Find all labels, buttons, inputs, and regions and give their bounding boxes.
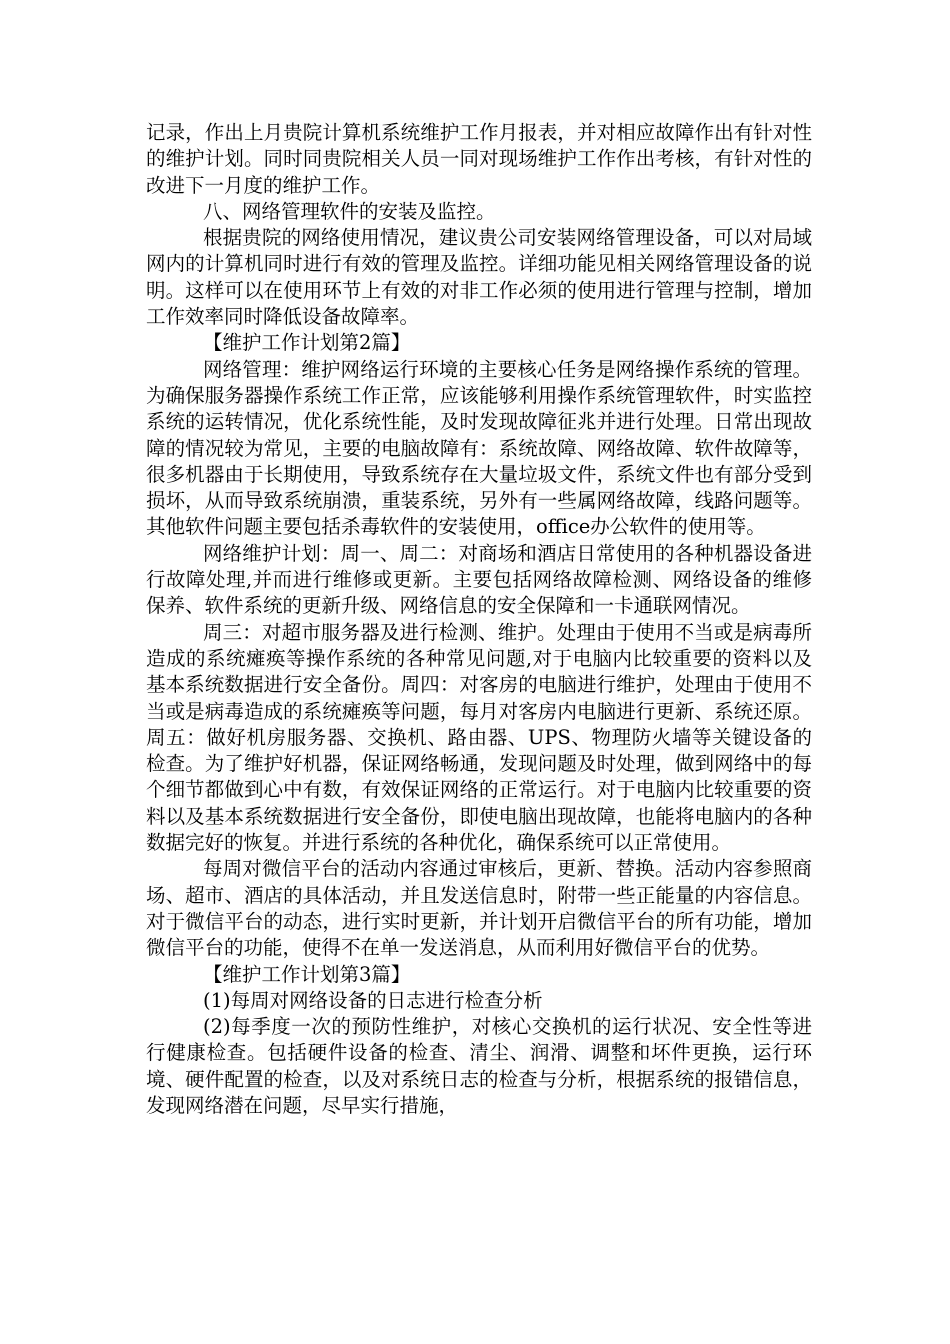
paragraph-wechat-platform: 每周对微信平台的活动内容通过审核后，更新、替换。活动内容参照商场、超市、酒店的具体活动，并且发送信息时，附带一些正能量的内容信息。对于微信平台的动态，进行实时更新，并计划开启微信平台的所有功能，增加微信平台的功能，使得不在单一发送消息，从而利用好微信平台的优势。 bbox=[146, 857, 812, 960]
list-item-weekly-log-check: (1)每周对网络设备的日志进行检查分析 bbox=[203, 988, 543, 1012]
paragraph-network-maintenance-plan: 网络维护计划：周一、周二：对商场和酒店日常使用的各种机器设备进行故障处理,并而进行维修或更新。主要包括网络故障检测、网络设备的维修保养、软件系统的更新升级、网络信息的安全保障和一卡通联网情况。 bbox=[146, 541, 812, 618]
section-heading-network-management-software: 八、网络管理软件的安装及监控。 bbox=[203, 199, 496, 223]
paragraph-network-management: 网络管理：维护网络运行环境的主要核心任务是网络操作系统的管理。为确保服务器操作系统工作正常，应该能够利用操作系统管理软件，时实监控系统的运转情况，优化系统性能，及时发现故障征兆并进行处理。日常出现故障的情况较为常见，主要的电脑故障有：系统故障、网络故障、软件故障等，很多机器由于长期使用，导致系统存在大量垃圾文件，系统文件也有部分受到损坏，从而导致系统崩溃，重装系统，另外有一些属网络故障，线路问题等。其他软件问题主要包括杀毒软件的安装使用，office办公软件的使用等。 bbox=[146, 357, 812, 539]
document-page bbox=[146, 120, 812, 1119]
paragraph-network-management-recommendation: 根据贵院的网络使用情况，建议贵公司安装网络管理设备，可以对局域网内的计算机同时进行有效的管理及监控。详细功能见相关网络管理设备的说明。这样可以在使用环节上有效的对非工作必须的使用进行管理与控制，增加工作效率同时降低设备故障率。 bbox=[146, 226, 812, 329]
paragraph-continuation: 记录，作出上月贵院计算机系统维护工作月报表，并对相应故障作出有针对性的维护计划。同时同贵院相关人员一同对现场维护工作作出考核，有针对性的改进下一月度的维护工作。 bbox=[146, 121, 812, 197]
paragraph-wednesday-to-friday: 周三：对超市服务器及进行检测、维护。处理由于使用不当或是病毒所造成的系统瘫痪等操作系统的各种常见问题,对于电脑内比较重要的资料以及基本系统数据进行安全备份。周四：对客房的电脑进行维护，处理由于使用不当或是病毒造成的系统瘫痪等问题，每月对客房内电脑进行更新、系统还原。周五：做好机房服务器、交换机、路由器、UPS、物理防火墙等关键设备的检查。为了维护好机器，保证网络畅通，发现问题及时处理，做到网络中的每个细节都做到心中有数，有效保证网络的正常运行。对于电脑内比较重要的资料以及基本系统数据进行安全备份，即使电脑出现故障，也能将电脑内的各种数据完好的恢复。并进行系统的各种优化，确保系统可以正常使用。 bbox=[146, 620, 812, 855]
list-item-quarterly-maintenance: (2)每季度一次的预防性维护，对核心交换机的运行状况、安全性等进行健康检查。包括硬件设备的检查、清尘、润滑、调整和坏件更换，运行环境、硬件配置的检查，以及对系统日志的检查与分析，根据系统的报错信息，发现网络潜在问题，尽早实行措施， bbox=[146, 1015, 812, 1117]
section-title-plan-2: 【维护工作计划第2篇】 bbox=[203, 331, 411, 355]
section-title-plan-3: 【维护工作计划第3篇】 bbox=[203, 962, 411, 986]
